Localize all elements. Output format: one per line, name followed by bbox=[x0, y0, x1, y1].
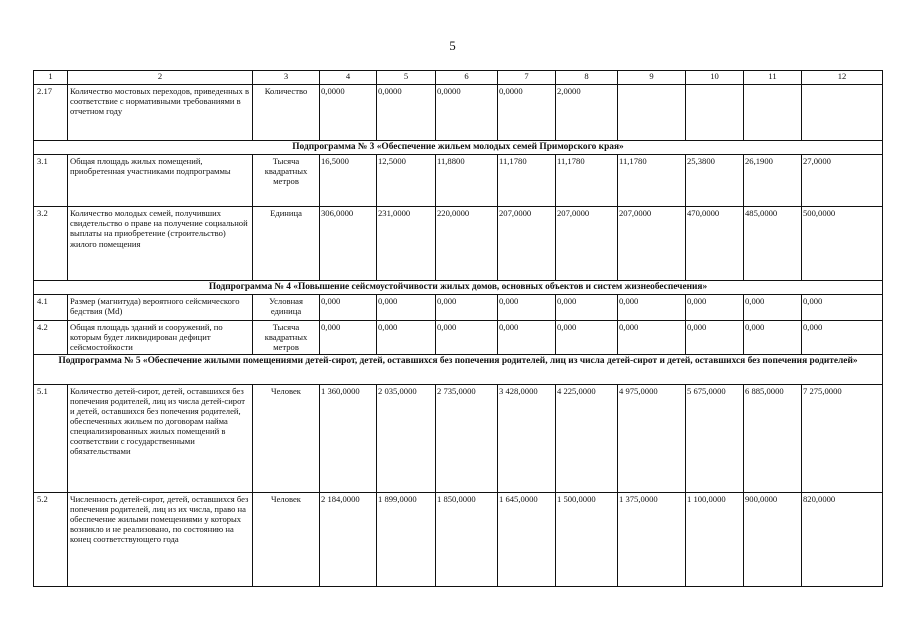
row-number: 3.2 bbox=[34, 207, 68, 281]
value-cell: 207,0000 bbox=[498, 207, 556, 281]
value-cell: 0,000 bbox=[436, 321, 498, 354]
value-cell: 12,5000 bbox=[377, 155, 436, 207]
value-cell: 7 275,0000 bbox=[802, 384, 883, 492]
section-title: Подпрограмма № 5 «Обеспечение жилыми помещениями детей-сирот, детей, оставшихся без попечения родителей, лиц из числа детей-сирот и детей, оставшихся без попечения родителей» bbox=[34, 354, 883, 384]
value-cell: 1 645,0000 bbox=[498, 492, 556, 586]
col-header: 7 bbox=[498, 71, 556, 85]
unit-cell: Тысяча квадратных метров bbox=[253, 155, 320, 207]
value-cell bbox=[802, 85, 883, 141]
value-cell: 6 885,0000 bbox=[744, 384, 802, 492]
value-cell: 0,000 bbox=[498, 295, 556, 321]
value-cell: 1 100,0000 bbox=[686, 492, 744, 586]
value-cell: 5 675,0000 bbox=[686, 384, 744, 492]
col-header: 6 bbox=[436, 71, 498, 85]
value-cell: 306,0000 bbox=[320, 207, 377, 281]
value-cell: 207,0000 bbox=[556, 207, 618, 281]
value-cell: 2 735,0000 bbox=[436, 384, 498, 492]
value-cell: 2,0000 bbox=[556, 85, 618, 141]
value-cell: 0,000 bbox=[320, 295, 377, 321]
value-cell: 25,3800 bbox=[686, 155, 744, 207]
value-cell: 11,1780 bbox=[618, 155, 686, 207]
value-cell: 1 375,0000 bbox=[618, 492, 686, 586]
section-title: Подпрограмма № 3 «Обеспечение жильем молодых семей Приморского края» bbox=[34, 141, 883, 155]
page-number: 5 bbox=[449, 38, 456, 53]
row-number: 4.1 bbox=[34, 295, 68, 321]
value-cell: 0,000 bbox=[802, 321, 883, 354]
section-row bbox=[34, 354, 883, 384]
table-row bbox=[34, 295, 883, 321]
value-cell: 0,000 bbox=[618, 321, 686, 354]
indicator-name: Общая площадь жилых помещений, приобретенная участниками подпрограммы bbox=[68, 155, 253, 207]
col-header: 4 bbox=[320, 71, 377, 85]
table-row bbox=[34, 85, 883, 141]
value-cell: 26,1900 bbox=[744, 155, 802, 207]
col-header: 9 bbox=[618, 71, 686, 85]
col-header: 12 bbox=[802, 71, 883, 85]
value-cell: 0,000 bbox=[686, 295, 744, 321]
unit-cell: Количество bbox=[253, 85, 320, 141]
row-number: 3.1 bbox=[34, 155, 68, 207]
value-cell: 207,0000 bbox=[618, 207, 686, 281]
value-cell: 0,000 bbox=[744, 321, 802, 354]
table-row bbox=[34, 492, 883, 586]
col-header: 5 bbox=[377, 71, 436, 85]
indicator-name: Количество мостовых переходов, приведенных в соответствие с нормативными требованиями в отчетном году bbox=[68, 85, 253, 141]
value-cell: 900,0000 bbox=[744, 492, 802, 586]
value-cell: 1 360,0000 bbox=[320, 384, 377, 492]
table-row bbox=[34, 207, 883, 281]
col-header: 2 bbox=[68, 71, 253, 85]
value-cell: 11,1780 bbox=[556, 155, 618, 207]
section-title: Подпрограмма № 4 «Повышение сейсмоустойчивости жилых домов, основных объектов и систем жизнеобеспечения» bbox=[34, 281, 883, 295]
col-header: 8 bbox=[556, 71, 618, 85]
value-cell bbox=[618, 85, 686, 141]
value-cell: 16,5000 bbox=[320, 155, 377, 207]
value-cell: 0,0000 bbox=[377, 85, 436, 141]
col-header: 10 bbox=[686, 71, 744, 85]
value-cell: 0,000 bbox=[436, 295, 498, 321]
value-cell: 0,000 bbox=[802, 295, 883, 321]
value-cell: 1 500,0000 bbox=[556, 492, 618, 586]
indicator-name: Размер (магнитуда) вероятного сейсмического бедствия (Md) bbox=[68, 295, 253, 321]
value-cell: 0,000 bbox=[744, 295, 802, 321]
value-cell: 0,000 bbox=[556, 321, 618, 354]
value-cell: 2 184,0000 bbox=[320, 492, 377, 586]
indicator-name: Количество молодых семей, получивших свидетельство о праве на получение социальной выплаты на приобретение (строительство) жилого помещения bbox=[68, 207, 253, 281]
table-row bbox=[34, 155, 883, 207]
indicator-name: Общая площадь зданий и сооружений, по которым будет ликвидирован дефицит сейсмостойкости bbox=[68, 321, 253, 354]
value-cell: 0,0000 bbox=[498, 85, 556, 141]
unit-cell: Человек bbox=[253, 492, 320, 586]
value-cell: 0,000 bbox=[556, 295, 618, 321]
value-cell bbox=[744, 85, 802, 141]
col-header: 11 bbox=[744, 71, 802, 85]
value-cell: 4 225,0000 bbox=[556, 384, 618, 492]
row-number: 2.17 bbox=[34, 85, 68, 141]
value-cell: 27,0000 bbox=[802, 155, 883, 207]
row-number: 5.1 bbox=[34, 384, 68, 492]
table-row bbox=[34, 384, 883, 492]
indicator-name: Количество детей-сирот, детей, оставшихся без попечения родителей, лиц из числа детей-сирот и детей, оставшихся без попечения родителей, обеспеченных жильем по договорам найма специализированных жилых помещений в соответствии с государственными обязательствами bbox=[68, 384, 253, 492]
indicators-table bbox=[33, 70, 883, 587]
section-row bbox=[34, 141, 883, 155]
value-cell: 0,000 bbox=[686, 321, 744, 354]
value-cell: 500,0000 bbox=[802, 207, 883, 281]
value-cell: 0,000 bbox=[377, 295, 436, 321]
value-cell: 820,0000 bbox=[802, 492, 883, 586]
value-cell: 231,0000 bbox=[377, 207, 436, 281]
value-cell bbox=[686, 85, 744, 141]
unit-cell: Единица bbox=[253, 207, 320, 281]
value-cell: 220,0000 bbox=[436, 207, 498, 281]
value-cell: 0,000 bbox=[377, 321, 436, 354]
value-cell: 11,8800 bbox=[436, 155, 498, 207]
value-cell: 2 035,0000 bbox=[377, 384, 436, 492]
value-cell: 3 428,0000 bbox=[498, 384, 556, 492]
unit-cell: Условная единица bbox=[253, 295, 320, 321]
value-cell: 0,000 bbox=[498, 321, 556, 354]
value-cell: 0,000 bbox=[618, 295, 686, 321]
table-header-row bbox=[34, 71, 883, 85]
value-cell: 1 850,0000 bbox=[436, 492, 498, 586]
value-cell: 470,0000 bbox=[686, 207, 744, 281]
unit-cell: Человек bbox=[253, 384, 320, 492]
unit-cell: Тысяча квадратных метров bbox=[253, 321, 320, 354]
value-cell: 1 899,0000 bbox=[377, 492, 436, 586]
value-cell: 0,0000 bbox=[436, 85, 498, 141]
table-row bbox=[34, 321, 883, 354]
value-cell: 4 975,0000 bbox=[618, 384, 686, 492]
row-number: 5.2 bbox=[34, 492, 68, 586]
row-number: 4.2 bbox=[34, 321, 68, 354]
indicator-name: Численность детей-сирот, детей, оставшихся без попечения родителей, лиц из их числа, право на обеспечение жилыми помещениями у которых возникло и не реализовано, по состоянию на конец соответствующего года bbox=[68, 492, 253, 586]
col-header: 1 bbox=[34, 71, 68, 85]
value-cell: 11,1780 bbox=[498, 155, 556, 207]
col-header: 3 bbox=[253, 71, 320, 85]
section-row bbox=[34, 281, 883, 295]
value-cell: 0,0000 bbox=[320, 85, 377, 141]
value-cell: 0,000 bbox=[320, 321, 377, 354]
value-cell: 485,0000 bbox=[744, 207, 802, 281]
